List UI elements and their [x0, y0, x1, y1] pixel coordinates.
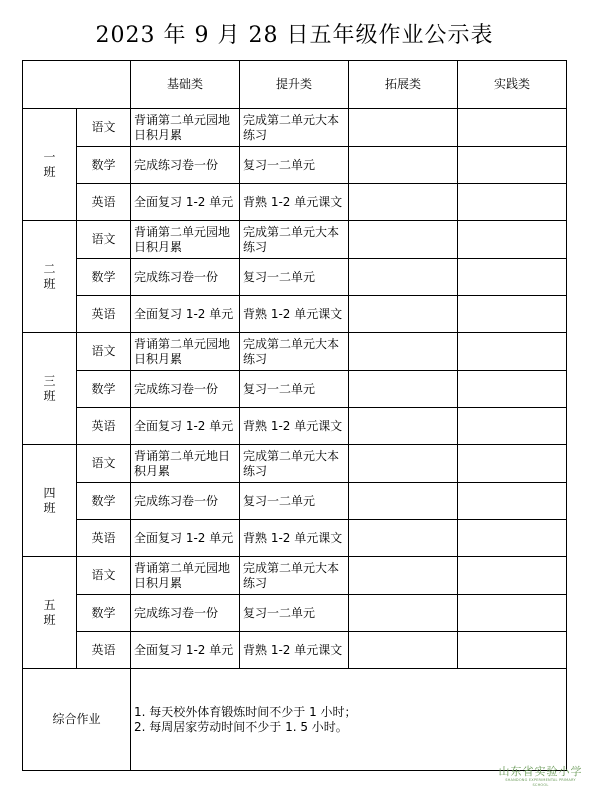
table-row: [23, 109, 567, 147]
class-name-cell: 四 班: [23, 445, 77, 557]
basic-task-cell: 完成练习卷一份: [131, 147, 240, 184]
table-row: [23, 296, 567, 333]
subject-cell: 数学: [77, 147, 131, 184]
subject-cell: 语文: [77, 221, 131, 259]
header-row: [23, 61, 567, 109]
table-row: [23, 445, 567, 483]
practice-task-cell: [458, 445, 567, 483]
class-name-cell: 三 班: [23, 333, 77, 445]
subject-cell: 英语: [77, 184, 131, 221]
extension-task-cell: [349, 595, 458, 632]
practice-task-cell: [458, 296, 567, 333]
table-row: [23, 595, 567, 632]
advanced-task-cell: 背熟 1-2 单元课文: [240, 408, 349, 445]
extension-task-cell: [349, 483, 458, 520]
class-name-cell: 一 班: [23, 109, 77, 221]
subject-cell: 英语: [77, 408, 131, 445]
basic-task-cell: 背诵第二单元地日积月累: [131, 445, 240, 483]
basic-task-cell: 背诵第二单元园地日积月累: [131, 221, 240, 259]
subject-cell: 英语: [77, 296, 131, 333]
extension-task-cell: [349, 221, 458, 259]
advanced-task-cell: 背熟 1-2 单元课文: [240, 184, 349, 221]
extension-task-cell: [349, 147, 458, 184]
subject-cell: 英语: [77, 520, 131, 557]
advanced-task-cell: 复习一二单元: [240, 147, 349, 184]
advanced-task-cell: 完成第二单元大本练习: [240, 221, 349, 259]
basic-task-cell: 完成练习卷一份: [131, 483, 240, 520]
basic-task-cell: 全面复习 1-2 单元: [131, 408, 240, 445]
header-blank-cell: [23, 61, 131, 109]
header-extension: 拓展类: [349, 61, 458, 109]
basic-task-cell: 全面复习 1-2 单元: [131, 632, 240, 669]
summary-item: 1. 每天校外体育锻炼时间不少于 1 小时；: [134, 704, 357, 719]
subject-cell: 数学: [77, 371, 131, 408]
summary-row: [23, 669, 567, 771]
logo-en-text: SHANDONG EXPERIMENTAL PRIMARY SCHOOL: [505, 778, 576, 787]
extension-task-cell: [349, 520, 458, 557]
practice-task-cell: [458, 371, 567, 408]
summary-item: 2. 每周居家劳动时间不少于 1. 5 小时。: [134, 719, 348, 734]
subject-cell: 语文: [77, 445, 131, 483]
practice-task-cell: [458, 109, 567, 147]
header-advanced: 提升类: [240, 61, 349, 109]
table-row: [23, 483, 567, 520]
extension-task-cell: [349, 632, 458, 669]
basic-task-cell: 完成练习卷一份: [131, 595, 240, 632]
subject-cell: 数学: [77, 595, 131, 632]
extension-task-cell: [349, 296, 458, 333]
extension-task-cell: [349, 371, 458, 408]
basic-task-cell: 全面复习 1-2 单元: [131, 520, 240, 557]
header-practice: 实践类: [458, 61, 567, 109]
advanced-task-cell: 完成第二单元大本练习: [240, 557, 349, 595]
practice-task-cell: [458, 595, 567, 632]
basic-task-cell: 背诵第二单元园地日积月累: [131, 333, 240, 371]
practice-task-cell: [458, 221, 567, 259]
basic-task-cell: 背诵第二单元园地日积月累: [131, 557, 240, 595]
summary-label: 综合作业: [23, 669, 131, 771]
basic-task-cell: 全面复习 1-2 单元: [131, 184, 240, 221]
advanced-task-cell: 完成第二单元大本练习: [240, 109, 349, 147]
practice-task-cell: [458, 259, 567, 296]
subject-cell: 数学: [77, 259, 131, 296]
subject-cell: 英语: [77, 632, 131, 669]
extension-task-cell: [349, 408, 458, 445]
advanced-task-cell: 背熟 1-2 单元课文: [240, 520, 349, 557]
practice-task-cell: [458, 184, 567, 221]
header-basic: 基础类: [131, 61, 240, 109]
table-row: [23, 408, 567, 445]
logo-cn-text: 山东省实验小学: [498, 765, 583, 778]
table-row: [23, 632, 567, 669]
advanced-task-cell: 背熟 1-2 单元课文: [240, 632, 349, 669]
basic-task-cell: 背诵第二单元园地日积月累: [131, 109, 240, 147]
table-row: [23, 184, 567, 221]
extension-task-cell: [349, 333, 458, 371]
advanced-task-cell: 复习一二单元: [240, 483, 349, 520]
basic-task-cell: 全面复习 1-2 单元: [131, 296, 240, 333]
table-row: [23, 221, 567, 259]
subject-cell: 数学: [77, 483, 131, 520]
page-title: 2023 年 9 月 28 日五年级作业公示表: [95, 23, 494, 48]
extension-task-cell: [349, 557, 458, 595]
practice-task-cell: [458, 483, 567, 520]
advanced-task-cell: 复习一二单元: [240, 595, 349, 632]
table-row: [23, 557, 567, 595]
practice-task-cell: [458, 557, 567, 595]
advanced-task-cell: 完成第二单元大本练习: [240, 333, 349, 371]
extension-task-cell: [349, 259, 458, 296]
subject-cell: 语文: [77, 109, 131, 147]
school-logo: [498, 766, 583, 788]
table-row: [23, 520, 567, 557]
practice-task-cell: [458, 333, 567, 371]
subject-cell: 语文: [77, 557, 131, 595]
subject-cell: 语文: [77, 333, 131, 371]
table-row: [23, 333, 567, 371]
advanced-task-cell: 完成第二单元大本练习: [240, 445, 349, 483]
homework-table: [22, 60, 567, 771]
basic-task-cell: 完成练习卷一份: [131, 371, 240, 408]
advanced-task-cell: 背熟 1-2 单元课文: [240, 296, 349, 333]
class-name-cell: 五 班: [23, 557, 77, 669]
table-row: [23, 371, 567, 408]
extension-task-cell: [349, 445, 458, 483]
practice-task-cell: [458, 408, 567, 445]
basic-task-cell: 完成练习卷一份: [131, 259, 240, 296]
extension-task-cell: [349, 109, 458, 147]
class-name-cell: 二 班: [23, 221, 77, 333]
practice-task-cell: [458, 520, 567, 557]
advanced-task-cell: 复习一二单元: [240, 259, 349, 296]
advanced-task-cell: 复习一二单元: [240, 371, 349, 408]
table-row: [23, 259, 567, 296]
practice-task-cell: [458, 147, 567, 184]
summary-notes: [131, 669, 567, 771]
practice-task-cell: [458, 632, 567, 669]
extension-task-cell: [349, 184, 458, 221]
table-row: [23, 147, 567, 184]
